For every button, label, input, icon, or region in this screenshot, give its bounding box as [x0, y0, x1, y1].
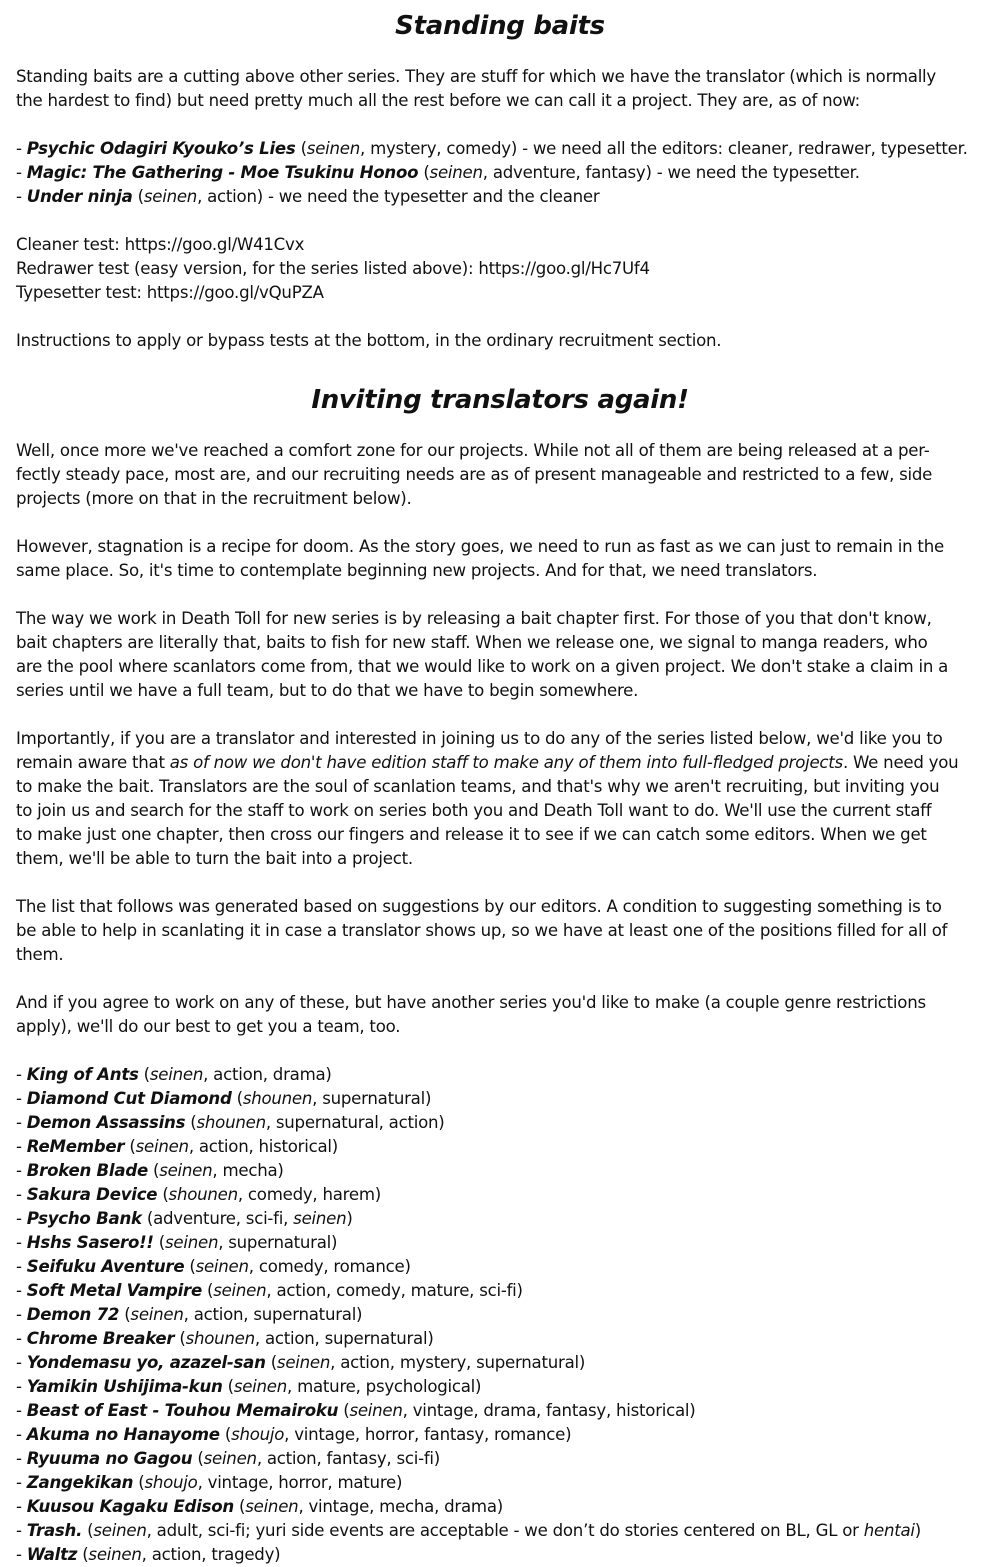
emphasis-text: as of now we don't have edition staff to make any of them into full-fledged projects — [169, 753, 843, 772]
list-item: - Chrome Breaker (shounen, action, supernatural) — [16, 1329, 434, 1348]
series-demographic: seinen — [130, 1305, 184, 1324]
series-demographic: seinen — [165, 1233, 219, 1252]
inviting-translators-heading: Inviting translators again! — [311, 385, 689, 415]
text-line: to join us and search for the staff to work on series both you and Death Toll want to do. We'll use the current staff — [16, 801, 932, 820]
text-line: The list that follows was generated based on suggestions by our editors. A condition to suggesting something is to — [16, 897, 942, 916]
paragraph-6 — [16, 991, 984, 1039]
series-demographic: shounen — [242, 1089, 313, 1108]
text-line: series until we have a full team, but to do that we have to begin somewhere. — [16, 681, 639, 700]
series-title: Soft Metal Vampire — [26, 1281, 202, 1300]
list-item: - Hshs Sasero!! (seinen, supernatural) — [16, 1233, 338, 1252]
text-line: projects (more on that in the recruitment below). — [16, 489, 412, 508]
list-item: - ReMember (seinen, action, historical) — [16, 1137, 338, 1156]
series-genres: , vintage, horror, fantasy, romance) — [284, 1425, 572, 1444]
standing-baits-section — [16, 65, 984, 353]
series-demographic: seinen — [293, 1209, 347, 1228]
series-title: King of Ants — [26, 1065, 139, 1084]
text-line: Importantly, if you are a translator and interested in joining us to do any of the series listed below, we'd like you to — [16, 729, 943, 748]
text-line: Standing baits are a cutting above other series. They are stuff for which we have the translator (which is normally — [16, 67, 936, 86]
text-line: them, we'll be able to turn the bait into a project. — [16, 849, 413, 868]
series-genres: , supernatural) — [218, 1233, 338, 1252]
series-title: Yamikin Ushijima-kun — [26, 1377, 223, 1396]
series-demographic: seinen — [143, 187, 198, 206]
list-item: - Yondemasu yo, azazel-san (seinen, action, mystery, supernatural) — [16, 1353, 586, 1372]
text-line: them. — [16, 945, 64, 964]
series-demographic: seinen — [429, 163, 483, 182]
series-title: Demon Assassins — [26, 1113, 186, 1132]
redrawer-test-line: Redrawer test (easy version, for the series listed above): https://goo.gl/Hc7Uf4 — [16, 259, 650, 278]
typesetter-test-line: Typesetter test: https://goo.gl/vQuPZA — [16, 283, 324, 302]
series-demographic: seinen — [233, 1377, 288, 1396]
series-genres: , action, comedy, mature, sci-fi) — [266, 1281, 523, 1300]
inviting-translators-section — [16, 439, 984, 1567]
series-genres: , action, mystery, supernatural) — [330, 1353, 586, 1372]
series-genres: , supernatural) — [312, 1089, 432, 1108]
text-fragment: remain aware that — [16, 753, 170, 772]
series-list — [16, 1063, 984, 1567]
paragraph-4 — [16, 727, 984, 871]
series-title: Broken Blade — [26, 1161, 148, 1180]
list-item: - Sakura Device (shounen, comedy, harem) — [16, 1185, 381, 1204]
list-item: - Waltz (seinen, action, tragedy) — [16, 1545, 281, 1564]
text-line: be able to help in scanlating it in case a translator shows up, so we have at least one of the positions filled for all of — [16, 921, 948, 940]
list-item: - Kuusou Kagaku Edison (seinen, vintage, mecha, drama) — [16, 1497, 503, 1516]
list-item: - Yamikin Ushijima-kun (seinen, mature, psychological) — [16, 1377, 482, 1396]
series-title: Chrome Breaker — [26, 1329, 175, 1348]
series-title: Demon 72 — [26, 1305, 120, 1324]
series-genres: , mature, psychological) — [287, 1377, 482, 1396]
series-title: Yondemasu yo, azazel-san — [26, 1353, 266, 1372]
document-page — [0, 1, 1000, 1566]
list-item: - Akuma no Hanayome (shoujo, vintage, horror, fantasy, romance) — [16, 1425, 572, 1444]
series-demographic: seinen — [159, 1161, 213, 1180]
series-demographic: shoujo — [231, 1425, 285, 1444]
text-line: The way we work in Death Toll for new series is by releasing a bait chapter first. For those of you that don't know, — [16, 609, 932, 628]
series-demographic: shounen — [185, 1329, 255, 1348]
text-fragment: . We need you — [842, 753, 959, 772]
series-title: Hshs Sasero!! — [26, 1233, 154, 1252]
series-demographic: seinen — [195, 1257, 249, 1276]
list-item: - Broken Blade (seinen, mecha) — [16, 1161, 284, 1180]
series-genres: , action, historical) — [188, 1137, 338, 1156]
series-title: Ryuuma no Gagou — [26, 1449, 193, 1468]
text-line: to make the bait. Translators are the soul of scanlation teams, and that's why we aren't recruiting, but inviting you — [16, 777, 940, 796]
series-genres: , mystery, comedy) - we need all the editors: cleaner, redrawer, typesetter. — [360, 139, 968, 158]
series-genres: , adventure, fantasy) - we need the typesetter. — [482, 163, 860, 182]
series-genres: , supernatural, action) — [265, 1113, 445, 1132]
series-title: Trash. — [26, 1521, 83, 1540]
series-genres: ) — [346, 1209, 353, 1228]
standing-baits-list — [16, 137, 984, 209]
series-genres: , comedy, romance) — [248, 1257, 411, 1276]
series-demographic: shounen — [168, 1185, 238, 1204]
paragraph-2 — [16, 535, 984, 583]
series-demographic: seinen — [93, 1521, 147, 1540]
series-title: Sakura Device — [26, 1185, 158, 1204]
series-title: Magic: The Gathering - Moe Tsukinu Honoo — [26, 163, 419, 182]
text-line: the hardest to find) but need pretty much all the rest before we can call it a project. They are, as of now: — [16, 91, 861, 110]
text-line: fectly steady pace, most are, and our recruiting needs are as of present manageable and restricted to a few, side — [16, 465, 933, 484]
list-item: - Diamond Cut Diamond (shounen, supernatural) — [16, 1089, 432, 1108]
text-fragment: ) — [914, 1521, 921, 1540]
cleaner-test-line: Cleaner test: https://goo.gl/W41Cvx — [16, 235, 305, 254]
series-demographic: seinen — [276, 1353, 331, 1372]
list-item: - Magic: The Gathering - Moe Tsukinu Honoo (seinen, adventure, fantasy) - we need the typesetter. — [16, 163, 860, 182]
list-item: - Psycho Bank (adventure, sci-fi, seinen) — [16, 1209, 353, 1228]
series-genres: , vintage, horror, mature) — [197, 1473, 403, 1492]
series-genres: , action, drama) — [203, 1065, 332, 1084]
series-title: Akuma no Hanayome — [26, 1425, 220, 1444]
series-title: Diamond Cut Diamond — [26, 1089, 232, 1108]
series-title: Under ninja — [26, 187, 133, 206]
series-title: Seifuku Aventure — [26, 1257, 185, 1276]
series-demographic: seinen — [349, 1401, 403, 1420]
text-line: apply), we'll do our best to get you a team, too. — [16, 1017, 401, 1036]
series-demographic: seinen — [213, 1281, 267, 1300]
series-title: Zangekikan — [26, 1473, 134, 1492]
text-line: same place. So, it's time to contemplate beginning new projects. And for that, we need translators. — [16, 561, 818, 580]
series-demographic: adventure, sci-fi, — [153, 1209, 294, 1228]
series-title: Kuusou Kagaku Edison — [26, 1497, 234, 1516]
list-item: - Under ninja (seinen, action) - we need the typesetter and the cleaner — [16, 187, 600, 206]
series-genres: , mecha) — [212, 1161, 284, 1180]
series-demographic: seinen — [245, 1497, 299, 1516]
text-line: However, stagnation is a recipe for doom. As the story goes, we need to run as fast as we can just to remain in the — [16, 537, 944, 556]
series-genres: , action, fantasy, sci-fi) — [256, 1449, 440, 1468]
list-item: - Soft Metal Vampire (seinen, action, comedy, mature, sci-fi) — [16, 1281, 523, 1300]
paragraph-5 — [16, 895, 984, 967]
list-item: - Seifuku Aventure (seinen, comedy, romance) — [16, 1257, 411, 1276]
list-item: - Zangekikan (shoujo, vintage, horror, mature) — [16, 1473, 403, 1492]
series-genres: , comedy, harem) — [237, 1185, 381, 1204]
text-line: to make just one chapter, then cross our fingers and release it to see if we can catch some editors. When we get — [16, 825, 927, 844]
series-demographic: seinen — [88, 1545, 142, 1564]
series-genres: , action, supernatural) — [254, 1329, 434, 1348]
series-demographic: shounen — [196, 1113, 266, 1132]
standing-baits-heading: Standing baits — [395, 11, 605, 41]
paragraph-1 — [16, 439, 984, 511]
list-item: - Psychic Odagiri Kyouko’s Lies (seinen, mystery, comedy) - we need all the editors: cleaner, redrawer, typesetter. — [16, 139, 968, 158]
text-line: Instructions to apply or bypass tests at the bottom, in the ordinary recruitment section. — [16, 331, 722, 350]
series-demographic: seinen — [203, 1449, 257, 1468]
list-item: - Trash. (seinen, adult, sci-fi; yuri side events are acceptable - we don’t do stories centered on BL, GL or hentai) — [16, 1521, 921, 1540]
list-item: - Demon Assassins (shounen, supernatural, action) — [16, 1113, 445, 1132]
text-line: Well, once more we've reached a comfort zone for our projects. While not all of them are being released at a per- — [16, 441, 930, 460]
series-demographic: seinen — [306, 139, 361, 158]
series-genres: , adult, sci-fi; yuri side events are acceptable - we don’t do stories centered on BL, GL or — [146, 1521, 864, 1540]
instructions-paragraph — [16, 329, 984, 353]
standing-intro-paragraph — [16, 65, 984, 113]
series-title: Waltz — [26, 1545, 78, 1564]
series-title: Beast of East - Touhou Memairoku — [26, 1401, 339, 1420]
test-links — [16, 233, 984, 305]
series-title: Psycho Bank — [26, 1209, 142, 1228]
series-genres: , action, tragedy) — [141, 1545, 281, 1564]
text-line: And if you agree to work on any of these, but have another series you'd like to make (a couple genre restrictions — [16, 993, 926, 1012]
paragraph-3 — [16, 607, 984, 703]
list-item: - King of Ants (seinen, action, drama) — [16, 1065, 332, 1084]
series-genres: , action, supernatural) — [183, 1305, 363, 1324]
text-line: bait chapters are literally that, baits to fish for new staff. When we release one, we signal to manga readers, who — [16, 633, 928, 652]
text-line: are the pool where scanlators come from, that we would like to work on a given project. We don't stake a claim in a — [16, 657, 949, 676]
series-demographic: seinen — [149, 1065, 204, 1084]
series-demographic: shoujo — [144, 1473, 198, 1492]
series-genres: , vintage, mecha, drama) — [298, 1497, 503, 1516]
series-genres: , vintage, drama, fantasy, historical) — [402, 1401, 696, 1420]
list-item: - Demon 72 (seinen, action, supernatural) — [16, 1305, 363, 1324]
text-line — [16, 751, 984, 775]
list-item: - Beast of East - Touhou Memairoku (seinen, vintage, drama, fantasy, historical) — [16, 1401, 696, 1420]
emphasis-text: hentai — [863, 1521, 915, 1540]
series-title: ReMember — [26, 1137, 125, 1156]
list-item: - Ryuuma no Gagou (seinen, action, fantasy, sci-fi) — [16, 1449, 440, 1468]
series-demographic: seinen — [135, 1137, 189, 1156]
series-genres: , action) - we need the typesetter and the cleaner — [197, 187, 600, 206]
series-title: Psychic Odagiri Kyouko’s Lies — [26, 139, 296, 158]
